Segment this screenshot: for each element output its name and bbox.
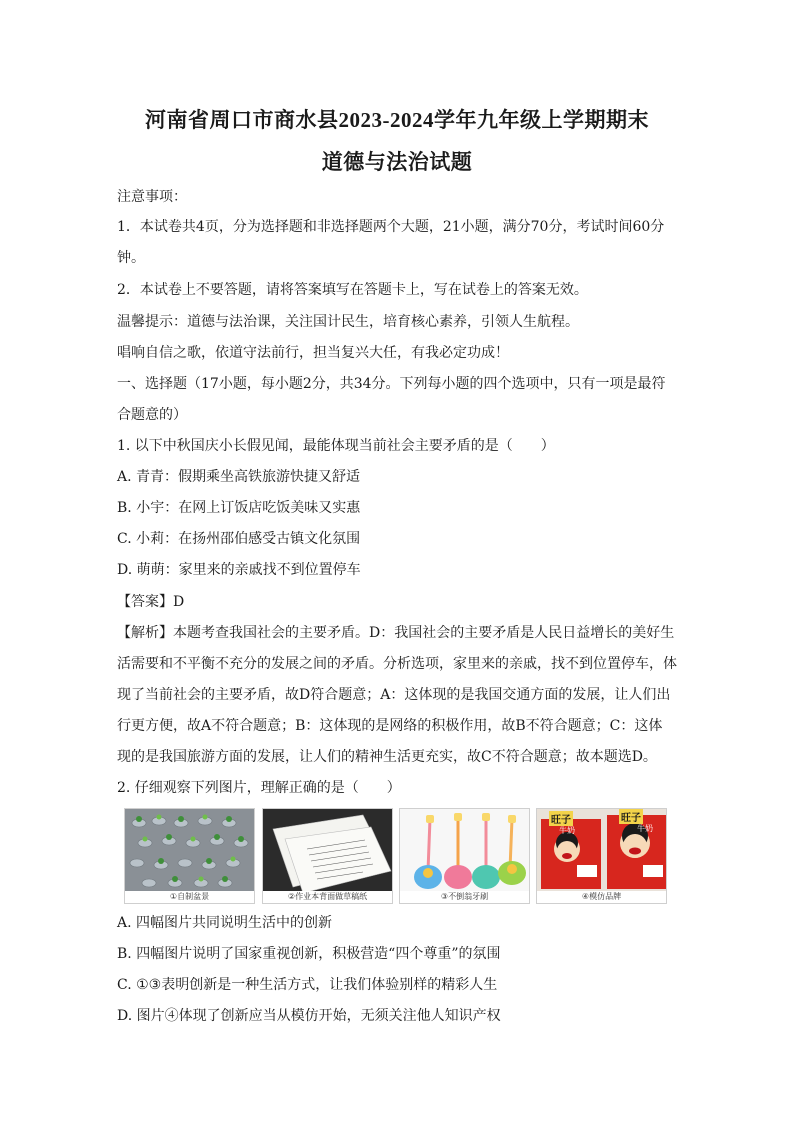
q1-option-d: D. 萌萌：家里来的亲戚找不到位置停车 xyxy=(117,562,361,578)
q1-stem: 1. 以下中秋国庆小长假见闻，最能体现当前社会主要矛盾的是（ ） xyxy=(117,438,555,454)
section-heading: 一、选择题（17小题，每小题2分，共34分。下列每小题的四个选项中，只有一项是最符 xyxy=(117,376,666,392)
q2-option-c: C. ①③表明创新是一种生活方式，让我们体验别样的精彩人生 xyxy=(117,977,498,993)
exam-subtitle: 道德与法治试题 xyxy=(321,150,473,174)
caption-1: ①自制盆景 xyxy=(125,891,254,903)
image-draft-paper xyxy=(262,808,393,904)
brand-label: 旺子 xyxy=(549,811,573,826)
q1-option-b: B. 小宇：在网上订饭店吃饭美味又实惠 xyxy=(117,500,361,516)
caption-2: ②作业本背面做草稿纸 xyxy=(263,891,392,903)
q1-answer: 【答案】D xyxy=(117,594,185,610)
section-heading-cont: 合题意的） xyxy=(117,407,187,423)
q2-stem: 2. 仔细观察下列图片，理解正确的是（ ） xyxy=(117,780,401,796)
brand-label: 旺子 xyxy=(619,809,643,824)
q1-analysis-line: 【解析】本题考查我国社会的主要矛盾。D：我国社会的主要矛盾是人民日益增长的美好生 xyxy=(117,625,675,641)
q1-analysis-line: 活需要和不平衡不充分的发展之间的矛盾。分析选项，家里来的亲戚，找不到位置停车，体 xyxy=(117,656,677,672)
q2-option-d: D. 图片④体现了创新应当从模仿开始，无须关注他人知识产权 xyxy=(117,1008,501,1024)
q2-option-b: B. 四幅图片说明了国家重视创新，积极营造“四个尊重”的氛围 xyxy=(117,946,501,962)
bottle-planters-illustration xyxy=(125,809,255,893)
caption-4: ④模仿品牌 xyxy=(537,891,666,903)
notice-item-1-cont: 钟。 xyxy=(117,250,145,266)
image-bottle-planters xyxy=(124,808,255,904)
q1-analysis-line: 行更方便，故A不符合题意；B：这体现的是网络的积极作用，故B不符合题意；C：这体 xyxy=(117,718,663,734)
image-toothbrushes xyxy=(399,808,530,904)
q1-option-c: C. 小莉：在扬州邵伯感受古镇文化氛围 xyxy=(117,531,361,547)
image-imitation-brand xyxy=(536,808,667,904)
brand-sublabel: 牛奶 xyxy=(637,824,653,833)
notice-item-1: 1．本试卷共4页，分为选择题和非选择题两个大题，21小题，满分70分，考试时间60分 xyxy=(117,219,665,235)
notice-slogan: 唱响自信之歌，依道守法前行，担当复兴大任，有我必定功成！ xyxy=(117,345,509,361)
brand-sublabel: 牛奶 xyxy=(559,826,575,835)
q1-analysis-line: 现了当前社会的主要矛盾，故D符合题意；A：这体现的是我国交通方面的发展，让人们出 xyxy=(117,687,671,703)
caption-3: ③不倒翁牙刷 xyxy=(400,891,529,903)
q1-option-a: A. 青青：假期乘坐高铁旅游快捷又舒适 xyxy=(117,469,361,485)
q2-images xyxy=(124,808,671,904)
toothbrushes-illustration xyxy=(400,809,530,893)
notice-heading: 注意事项： xyxy=(117,189,187,205)
draft-paper-illustration xyxy=(263,809,393,893)
notice-tip: 温馨提示：道德与法治课，关注国计民生，培育核心素养，引领人生航程。 xyxy=(117,314,579,330)
q1-analysis-line: 现的是我国旅游方面的发展，让人们的精神生活更充实，故C不符合题意；故本题选D。 xyxy=(117,749,657,765)
notice-item-2: 2．本试卷上不要答题，请将答案填写在答题卡上，写在试卷上的答案无效。 xyxy=(117,282,588,298)
q2-option-a: A. 四幅图片共同说明生活中的创新 xyxy=(117,915,333,931)
exam-title: 河南省周口市商水县2023-2024学年九年级上学期期末 xyxy=(145,108,649,132)
